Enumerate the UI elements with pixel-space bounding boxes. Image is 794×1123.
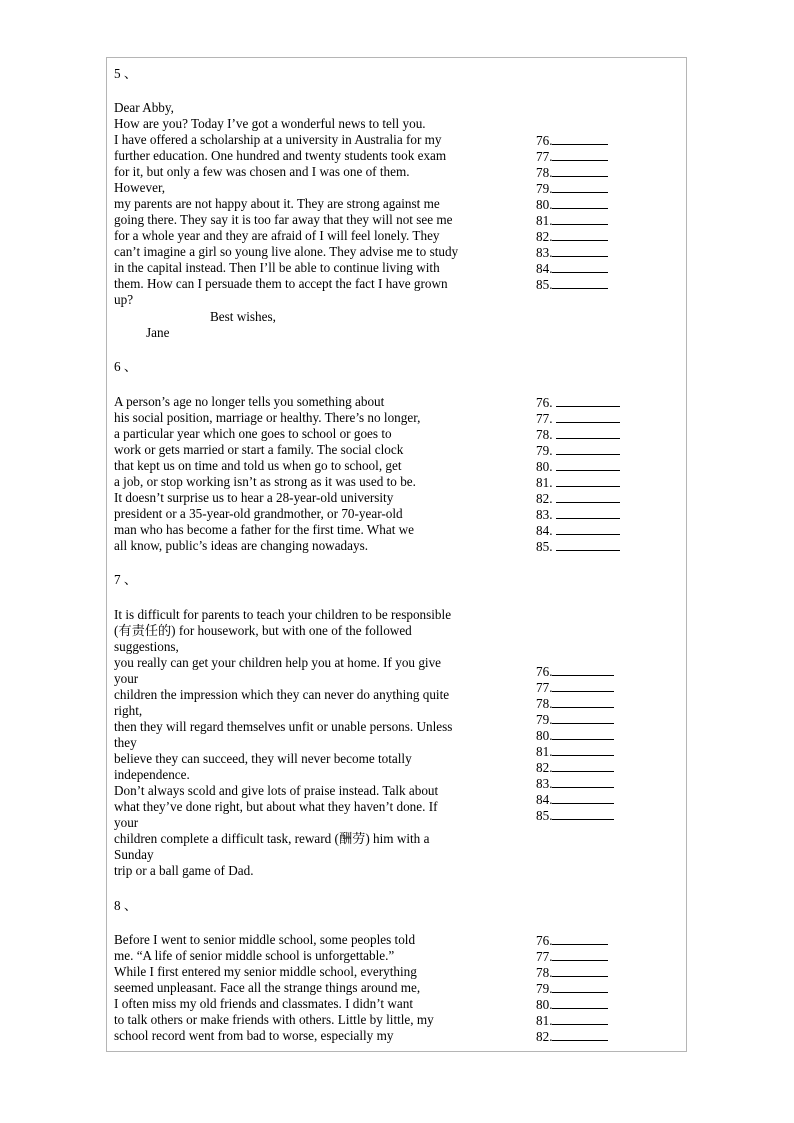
s7-answer-84[interactable]: [536, 791, 614, 808]
answer-blank[interactable]: [556, 506, 620, 519]
s8-line-6: to talk others or make friends with others. Little by little, my: [114, 1012, 434, 1027]
s6-answer-80[interactable]: [536, 458, 620, 475]
s7-line-14: your: [114, 815, 139, 830]
answer-blank[interactable]: [556, 426, 620, 439]
s7-number-76: 76.: [536, 664, 553, 679]
s8-answer-76[interactable]: [536, 932, 608, 949]
s5-answer-80[interactable]: [536, 196, 608, 213]
answer-blank[interactable]: [552, 244, 608, 257]
s7-answer-79[interactable]: [536, 711, 614, 728]
s5-line-12: them. How can I persuade them to accept the fact I have grown: [114, 276, 448, 291]
answer-blank[interactable]: [552, 759, 614, 772]
s7-answer-85[interactable]: [536, 807, 614, 824]
section-8-heading: 8 、: [114, 898, 138, 913]
s6-number-81: 81.: [536, 475, 553, 490]
s7-line-9: they: [114, 735, 137, 750]
s5-signature: Jane: [146, 325, 170, 340]
s8-answer-81[interactable]: [536, 1012, 608, 1029]
answer-blank[interactable]: [552, 695, 614, 708]
s7-line-4: you really can get your children help you at home. If you give: [114, 655, 442, 670]
s6-answer-76[interactable]: [536, 394, 620, 411]
s7-answer-76[interactable]: [536, 663, 614, 680]
s7-line-3: suggestions,: [114, 639, 179, 654]
s6-line-5: that kept us on time and told us when go to school, get: [114, 458, 402, 473]
s7-answer-82[interactable]: [536, 759, 614, 776]
s6-answer-83[interactable]: [536, 506, 620, 523]
s6-answer-84[interactable]: [536, 522, 620, 539]
answer-blank[interactable]: [552, 775, 614, 788]
s7-number-80: 80.: [536, 728, 553, 743]
answer-blank[interactable]: [552, 164, 608, 177]
answer-blank[interactable]: [552, 276, 608, 289]
s5-number-77: 77.: [536, 149, 553, 164]
s8-line-3: While I first entered my senior middle school, everything: [114, 964, 417, 979]
s7-number-85: 85.: [536, 808, 553, 823]
s7-line-13: what they’ve done right, but about what they haven’t done. If: [114, 799, 438, 814]
section-7-heading: 7 、: [114, 572, 138, 587]
s6-answer-79[interactable]: [536, 442, 620, 459]
s5-answer-84[interactable]: [536, 260, 608, 277]
answer-blank[interactable]: [552, 996, 608, 1009]
answer-blank[interactable]: [556, 458, 620, 471]
answer-blank[interactable]: [552, 663, 614, 676]
answer-blank[interactable]: [552, 228, 608, 241]
answer-blank[interactable]: [556, 442, 620, 455]
s5-answer-78[interactable]: [536, 164, 608, 181]
answer-blank[interactable]: [552, 807, 614, 820]
s6-answer-77[interactable]: [536, 410, 620, 427]
s7-answer-77[interactable]: [536, 679, 614, 696]
s5-line-3: I have offered a scholarship at a university in Australia for my: [114, 132, 442, 147]
s6-answer-78[interactable]: [536, 426, 620, 443]
s8-line-4: seemed unpleasant. Face all the strange things around me,: [114, 980, 421, 995]
s7-answer-81[interactable]: [536, 743, 614, 760]
answer-blank[interactable]: [552, 711, 614, 724]
s8-number-80: 80.: [536, 997, 553, 1012]
s7-answer-78[interactable]: [536, 695, 614, 712]
s5-line-11: in the capital instead. Then I’ll be able to continue living with: [114, 260, 440, 275]
answer-blank[interactable]: [552, 148, 608, 161]
s5-answer-85[interactable]: [536, 276, 608, 293]
section-5-heading: 5 、: [114, 66, 138, 81]
s7-line-12: Don’t always scold and give lots of praise instead. Talk about: [114, 783, 439, 798]
s7-line-2: (有责任的) for housework, but with one of the followed: [114, 623, 412, 638]
s7-line-8: then they will regard themselves unfit or unable persons. Unless: [114, 719, 453, 734]
answer-blank[interactable]: [552, 679, 614, 692]
s6-number-76: 76.: [536, 395, 553, 410]
s8-number-81: 81.: [536, 1013, 553, 1028]
answer-blank[interactable]: [552, 964, 608, 977]
s6-line-6: a job, or stop working isn’t as strong as it was used to be.: [114, 474, 416, 489]
s7-number-77: 77.: [536, 680, 553, 695]
s8-number-77: 77.: [536, 949, 553, 964]
s6-line-4: work or gets married or start a family. The social clock: [114, 442, 404, 457]
s6-line-7: It doesn’t surprise us to hear a 28-year-old university: [114, 490, 394, 505]
s5-answer-77[interactable]: [536, 148, 608, 165]
s6-answer-81[interactable]: [536, 474, 620, 491]
s7-number-79: 79.: [536, 712, 553, 727]
answer-blank[interactable]: [552, 932, 608, 945]
s6-number-84: 84.: [536, 523, 553, 538]
s7-number-83: 83.: [536, 776, 553, 791]
s7-line-16: Sunday: [114, 847, 154, 862]
s5-line-2: How are you? Today I’ve got a wonderful news to tell you.: [114, 116, 426, 131]
s8-line-7: school record went from bad to worse, especially my: [114, 1028, 394, 1043]
s5-number-81: 81.: [536, 213, 553, 228]
s6-line-8: president or a 35-year-old grandmother, or 70-year-old: [114, 506, 403, 521]
answer-blank[interactable]: [552, 948, 608, 961]
s5-number-80: 80.: [536, 197, 553, 212]
s7-number-81: 81.: [536, 744, 553, 759]
s5-line-9: for a whole year and they are afraid of I will feel lonely. They: [114, 228, 440, 243]
s6-number-77: 77.: [536, 411, 553, 426]
s5-line-4: further education. One hundred and twenty students took exam: [114, 148, 447, 163]
answer-blank[interactable]: [552, 743, 614, 756]
s5-number-79: 79.: [536, 181, 553, 196]
s5-number-78: 78.: [536, 165, 553, 180]
answer-blank[interactable]: [556, 410, 620, 423]
s6-line-10: all know, public’s ideas are changing nowadays.: [114, 538, 369, 553]
s7-line-6: children the impression which they can never do anything quite: [114, 687, 450, 702]
s5-line-7: my parents are not happy about it. They are strong against me: [114, 196, 440, 211]
s6-number-80: 80.: [536, 459, 553, 474]
s5-line-8: going there. They say it is too far away that they will not see me: [114, 212, 453, 227]
answer-blank[interactable]: [556, 538, 620, 551]
answer-blank[interactable]: [556, 522, 620, 535]
answer-blank[interactable]: [552, 132, 608, 145]
s7-number-78: 78.: [536, 696, 553, 711]
s6-answer-85[interactable]: [536, 538, 620, 555]
s6-line-1: A person’s age no longer tells you something about: [114, 394, 385, 409]
s5-line-10: can’t imagine a girl so young live alone. They advise me to study: [114, 244, 459, 259]
answer-blank[interactable]: [552, 727, 614, 740]
s5-line-6: However,: [114, 180, 166, 195]
s5-closing: Best wishes,: [210, 309, 276, 324]
s6-number-82: 82.: [536, 491, 553, 506]
answer-blank[interactable]: [552, 212, 608, 225]
s8-number-78: 78.: [536, 965, 553, 980]
s8-number-82: 82.: [536, 1029, 553, 1044]
s5-line-1: Dear Abby,: [114, 100, 174, 115]
answer-blank[interactable]: [556, 474, 620, 487]
s8-number-79: 79.: [536, 981, 553, 996]
s7-line-1: It is difficult for parents to teach your children to be responsible: [114, 607, 452, 622]
s5-answer-81[interactable]: [536, 212, 608, 229]
s7-line-15: children complete a difficult task, reward (酬劳) him with a: [114, 831, 430, 846]
answer-blank[interactable]: [552, 196, 608, 209]
s8-line-1: Before I went to senior middle school, some peoples told: [114, 932, 416, 947]
answer-blank[interactable]: [552, 1012, 608, 1025]
s5-number-82: 82.: [536, 229, 553, 244]
s5-number-85: 85.: [536, 277, 553, 292]
s7-line-17: trip or a ball game of Dad.: [114, 863, 254, 878]
s6-number-85: 85.: [536, 539, 553, 554]
s5-number-83: 83.: [536, 245, 553, 260]
s5-answer-83[interactable]: [536, 244, 608, 261]
s5-answer-82[interactable]: [536, 228, 608, 245]
s8-answer-77[interactable]: [536, 948, 608, 965]
answer-blank[interactable]: [556, 490, 620, 503]
s7-line-11: independence.: [114, 767, 190, 782]
s6-number-79: 79.: [536, 443, 553, 458]
s5-line-5: for it, but only a few was chosen and I was one of them.: [114, 164, 410, 179]
s6-line-3: a particular year which one goes to school or goes to: [114, 426, 392, 441]
s7-number-84: 84.: [536, 792, 553, 807]
answer-blank[interactable]: [552, 980, 608, 993]
s6-number-78: 78.: [536, 427, 553, 442]
s7-answer-83[interactable]: [536, 775, 614, 792]
s5-line-13: up?: [114, 292, 134, 307]
s8-answer-78[interactable]: [536, 964, 608, 981]
s7-number-82: 82.: [536, 760, 553, 775]
s8-answer-79[interactable]: [536, 980, 608, 997]
answer-blank[interactable]: [552, 260, 608, 273]
s6-line-2: his social position, marriage or healthy. There’s no longer,: [114, 410, 421, 425]
s5-answer-76[interactable]: [536, 132, 608, 149]
s7-answer-80[interactable]: [536, 727, 614, 744]
s8-line-5: I often miss my old friends and classmates. I didn’t want: [114, 996, 413, 1011]
s7-line-7: right,: [114, 703, 143, 718]
s8-answer-80[interactable]: [536, 996, 608, 1013]
s8-line-2: me. “A life of senior middle school is unforgettable.”: [114, 948, 395, 963]
answer-blank[interactable]: [552, 791, 614, 804]
answer-blank[interactable]: [552, 180, 608, 193]
s5-number-76: 76.: [536, 133, 553, 148]
s6-line-9: man who has become a father for the first time. What we: [114, 522, 415, 537]
s7-line-10: believe they can succeed, they will never become totally: [114, 751, 412, 766]
section-6-heading: 6 、: [114, 359, 138, 374]
s8-number-76: 76.: [536, 933, 553, 948]
s6-answer-82[interactable]: [536, 490, 620, 507]
s7-line-5: your: [114, 671, 139, 686]
answer-blank[interactable]: [552, 1028, 608, 1041]
s5-answer-79[interactable]: [536, 180, 608, 197]
s8-answer-82[interactable]: [536, 1028, 608, 1045]
s6-number-83: 83.: [536, 507, 553, 522]
answer-blank[interactable]: [556, 394, 620, 407]
s5-number-84: 84.: [536, 261, 553, 276]
